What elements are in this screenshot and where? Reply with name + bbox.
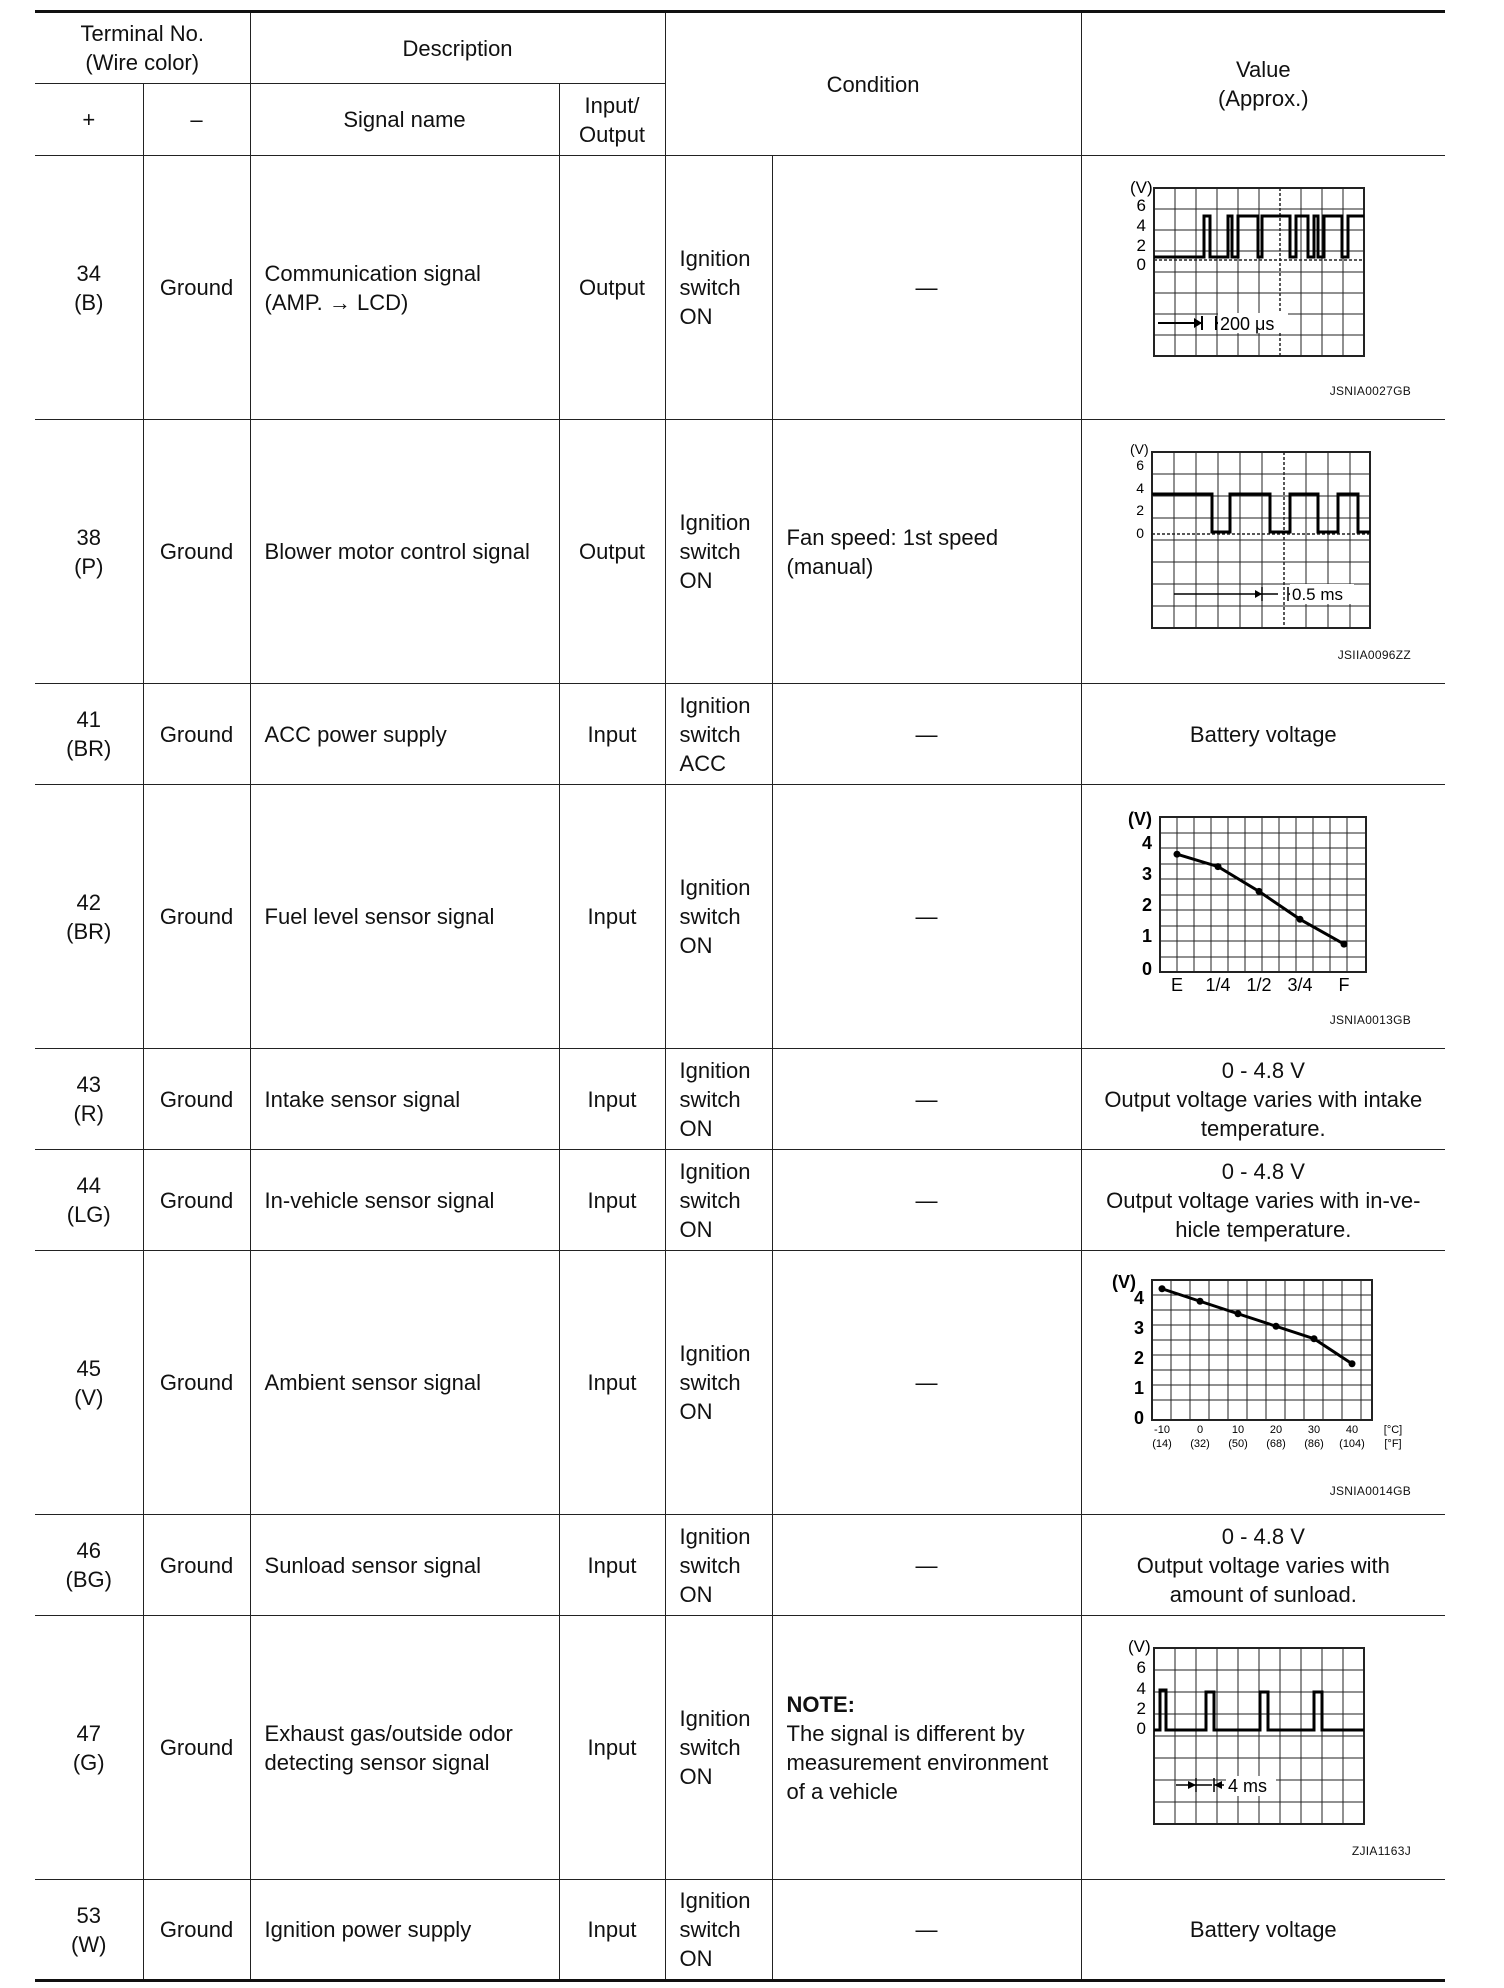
ground-cell: Ground [143, 1150, 250, 1251]
table-row [35, 785, 1445, 1049]
condition-cell: Fan speed: 1st speed (manual) [772, 420, 1081, 684]
data-point [1255, 887, 1262, 894]
condition-cell: — [772, 1150, 1081, 1251]
terminal-cell: 34 (B) [35, 156, 143, 420]
io-cell: Input [559, 1616, 665, 1880]
waveform-line [1152, 494, 1370, 532]
ignition-cell: Ignition switch ON [665, 1251, 772, 1515]
header-input-output: Input/ Output [559, 84, 665, 156]
terminal-cell: 44 (LG) [35, 1150, 143, 1251]
terminal-cell: 43 (R) [35, 1049, 143, 1150]
y-tick: 4 [1136, 215, 1146, 235]
table-row [35, 1515, 1445, 1616]
data-point [1234, 1310, 1241, 1317]
condition-cell: — [772, 1880, 1081, 1981]
signal-cell: Exhaust gas/outside odor detecting sensor signal [250, 1616, 559, 1880]
figure-ref: JSIIA0096ZZ [1337, 647, 1412, 662]
y-tick: 4 [1141, 832, 1152, 853]
table-row [35, 156, 1445, 420]
ground-cell: Ground [143, 1251, 250, 1515]
figure-ref: JSNIA0013GB [1329, 1012, 1412, 1027]
table-row [35, 684, 1445, 785]
header-plus: + [35, 84, 143, 156]
ignition-cell: Ignition switch ON [665, 156, 772, 420]
y-unit: (V) [1129, 440, 1149, 457]
terminal-cell: 45 (V) [35, 1251, 143, 1515]
io-cell: Input [559, 684, 665, 785]
terminal-cell: 47 (G) [35, 1616, 143, 1880]
x-tick-f: (86) [1303, 1437, 1324, 1450]
y-tick: 2 [1133, 1347, 1144, 1368]
data-point [1158, 1285, 1165, 1292]
header-terminal-no: Terminal No. (Wire color) [35, 12, 250, 84]
terminal-cell: 53 (W) [35, 1880, 143, 1981]
figure-ref: ZJIA1163J [1351, 1843, 1412, 1858]
table-row [35, 1616, 1445, 1880]
signal-cell: Fuel level sensor signal [250, 785, 559, 1049]
y-unit: (V) [1111, 1271, 1136, 1292]
table-row [35, 1150, 1445, 1251]
condition-cell [772, 1616, 1081, 1880]
signal-cell: Blower motor control signal [250, 420, 559, 684]
fuel-level-chart [1082, 799, 1446, 999]
ground-cell: Ground [143, 785, 250, 1049]
value-cell: 0 - 4.8 V Output voltage varies with amount of sunload. [1081, 1515, 1445, 1616]
signal-cell: Intake sensor signal [250, 1049, 559, 1150]
ignition-cell: Ignition switch ON [665, 1880, 772, 1981]
value-cell [1081, 1251, 1445, 1515]
x-tick: 30 [1307, 1423, 1320, 1436]
value-cell: Battery voltage [1081, 684, 1445, 785]
signal-cell: Sunload sensor signal [250, 1515, 559, 1616]
header-minus: – [143, 84, 250, 156]
ground-cell: Ground [143, 684, 250, 785]
condition-cell: — [772, 1515, 1081, 1616]
io-cell: Input [559, 1049, 665, 1150]
signal-cell: Ignition power supply [250, 1880, 559, 1981]
ground-cell: Ground [143, 1880, 250, 1981]
ground-cell: Ground [143, 156, 250, 420]
ground-cell: Ground [143, 1049, 250, 1150]
waveform-chart-47 [1082, 1630, 1446, 1830]
data-point [1340, 940, 1347, 947]
y-tick: 2 [1136, 235, 1146, 255]
table-row [35, 420, 1445, 684]
data-point [1310, 1335, 1317, 1342]
value-cell: 0 - 4.8 V Output voltage varies with intake temperature. [1081, 1049, 1445, 1150]
y-tick: 0 [1133, 1407, 1144, 1428]
value-cell: 0 - 4.8 V Output voltage varies with in-ve- hicle temperature. [1081, 1150, 1445, 1251]
table-row [35, 1251, 1445, 1515]
x-tick: E [1170, 974, 1183, 995]
y-tick: 0 [1135, 524, 1144, 541]
time-division: 200 μs [1219, 313, 1274, 334]
io-cell: Output [559, 420, 665, 684]
signal-cell: In-vehicle sensor signal [250, 1150, 559, 1251]
x-tick-f: (32) [1189, 1437, 1210, 1450]
waveform-line [1154, 1690, 1364, 1730]
y-tick: 1 [1141, 925, 1152, 946]
ignition-cell: Ignition switch ON [665, 1150, 772, 1251]
y-tick: 0 [1136, 1718, 1146, 1738]
x-tick: 1/2 [1246, 974, 1272, 995]
data-point [1214, 863, 1221, 870]
header-condition: Condition [665, 12, 1081, 156]
figure-ref: JSNIA0027GB [1329, 383, 1412, 398]
ignition-cell: Ignition switch ON [665, 1616, 772, 1880]
figure-ref: JSNIA0014GB [1329, 1483, 1412, 1498]
y-tick: 0 [1141, 958, 1152, 979]
data-point [1173, 850, 1180, 857]
ignition-cell: Ignition switch ON [665, 1049, 772, 1150]
data-point [1296, 915, 1303, 922]
value-cell: Battery voltage [1081, 1880, 1445, 1981]
io-cell: Input [559, 1251, 665, 1515]
y-tick: 6 [1136, 1657, 1146, 1677]
io-cell: Input [559, 1880, 665, 1981]
y-unit: (V) [1127, 1636, 1151, 1656]
terminal-cell: 46 (BG) [35, 1515, 143, 1616]
condition-cell: — [772, 684, 1081, 785]
condition-cell: — [772, 785, 1081, 1049]
x-tick: F [1338, 974, 1350, 995]
x-tick-f: (14) [1151, 1437, 1172, 1450]
data-point [1196, 1297, 1203, 1304]
y-tick: 0 [1136, 254, 1146, 274]
io-cell: Input [559, 1150, 665, 1251]
table-row [35, 1880, 1445, 1981]
x-unit: [°C] [1383, 1423, 1402, 1436]
ambient-sensor-chart [1082, 1260, 1446, 1470]
condition-cell: — [772, 1251, 1081, 1515]
waveform-chart-34 [1082, 170, 1446, 370]
y-unit: (V) [1129, 177, 1153, 197]
ignition-cell: Ignition switch ON [665, 785, 772, 1049]
note-text: The signal is different by measurement environment of a vehicle [786, 1720, 1049, 1804]
signal-cell: Ambient sensor signal [250, 1251, 559, 1515]
ignition-cell: Ignition switch ACC [665, 684, 772, 785]
header-description: Description [250, 12, 665, 84]
y-tick: 4 [1133, 1287, 1144, 1308]
ground-cell: Ground [143, 1616, 250, 1880]
x-tick-f: (50) [1227, 1437, 1248, 1450]
x-tick: 40 [1345, 1423, 1358, 1436]
y-tick: 2 [1141, 894, 1152, 915]
y-tick: 4 [1135, 479, 1144, 496]
y-tick: 3 [1133, 1317, 1144, 1338]
time-division: 0.5 ms [1291, 584, 1343, 604]
signal-cell: Communication signal (AMP. → LCD) [250, 156, 559, 420]
header-signal-name: Signal name [250, 84, 559, 156]
data-point [1272, 1322, 1279, 1329]
io-cell: Input [559, 1515, 665, 1616]
y-tick: 6 [1135, 456, 1144, 473]
y-tick: 6 [1136, 195, 1146, 215]
terminal-table [35, 10, 1445, 1982]
y-tick: 2 [1135, 501, 1144, 518]
data-point [1348, 1360, 1355, 1367]
y-tick: 3 [1141, 863, 1152, 884]
x-tick: 10 [1231, 1423, 1244, 1436]
x-unit-f: [°F] [1383, 1437, 1402, 1450]
ignition-cell: Ignition switch ON [665, 420, 772, 684]
terminal-cell: 42 (BR) [35, 785, 143, 1049]
series-line [1177, 854, 1344, 944]
note-label: NOTE: [786, 1691, 855, 1717]
value-cell [1081, 785, 1445, 1049]
header-value: Value (Approx.) [1081, 12, 1445, 156]
y-tick: 2 [1136, 1698, 1146, 1718]
x-tick: 3/4 [1287, 974, 1313, 995]
x-tick: 20 [1269, 1423, 1282, 1436]
x-tick-f: (104) [1338, 1437, 1365, 1450]
value-cell [1081, 1616, 1445, 1880]
value-cell [1081, 156, 1445, 420]
ignition-cell: Ignition switch ON [665, 1515, 772, 1616]
y-unit: (V) [1127, 808, 1152, 829]
y-tick: 4 [1136, 1678, 1146, 1698]
io-cell: Input [559, 785, 665, 1049]
signal-cell: ACC power supply [250, 684, 559, 785]
time-division: 4 ms [1227, 1775, 1267, 1796]
condition-cell: — [772, 1049, 1081, 1150]
x-tick-f: (68) [1265, 1437, 1286, 1450]
terminal-cell: 38 (P) [35, 420, 143, 684]
waveform-chart-38 [1082, 434, 1446, 634]
terminal-cell: 41 (BR) [35, 684, 143, 785]
x-tick: 0 [1196, 1423, 1203, 1436]
io-cell: Output [559, 156, 665, 420]
condition-cell: — [772, 156, 1081, 420]
y-tick: 1 [1133, 1377, 1144, 1398]
x-tick: -10 [1153, 1423, 1170, 1436]
value-cell [1081, 420, 1445, 684]
ground-cell: Ground [143, 1515, 250, 1616]
x-tick: 1/4 [1205, 974, 1231, 995]
ground-cell: Ground [143, 420, 250, 684]
table-row [35, 1049, 1445, 1150]
